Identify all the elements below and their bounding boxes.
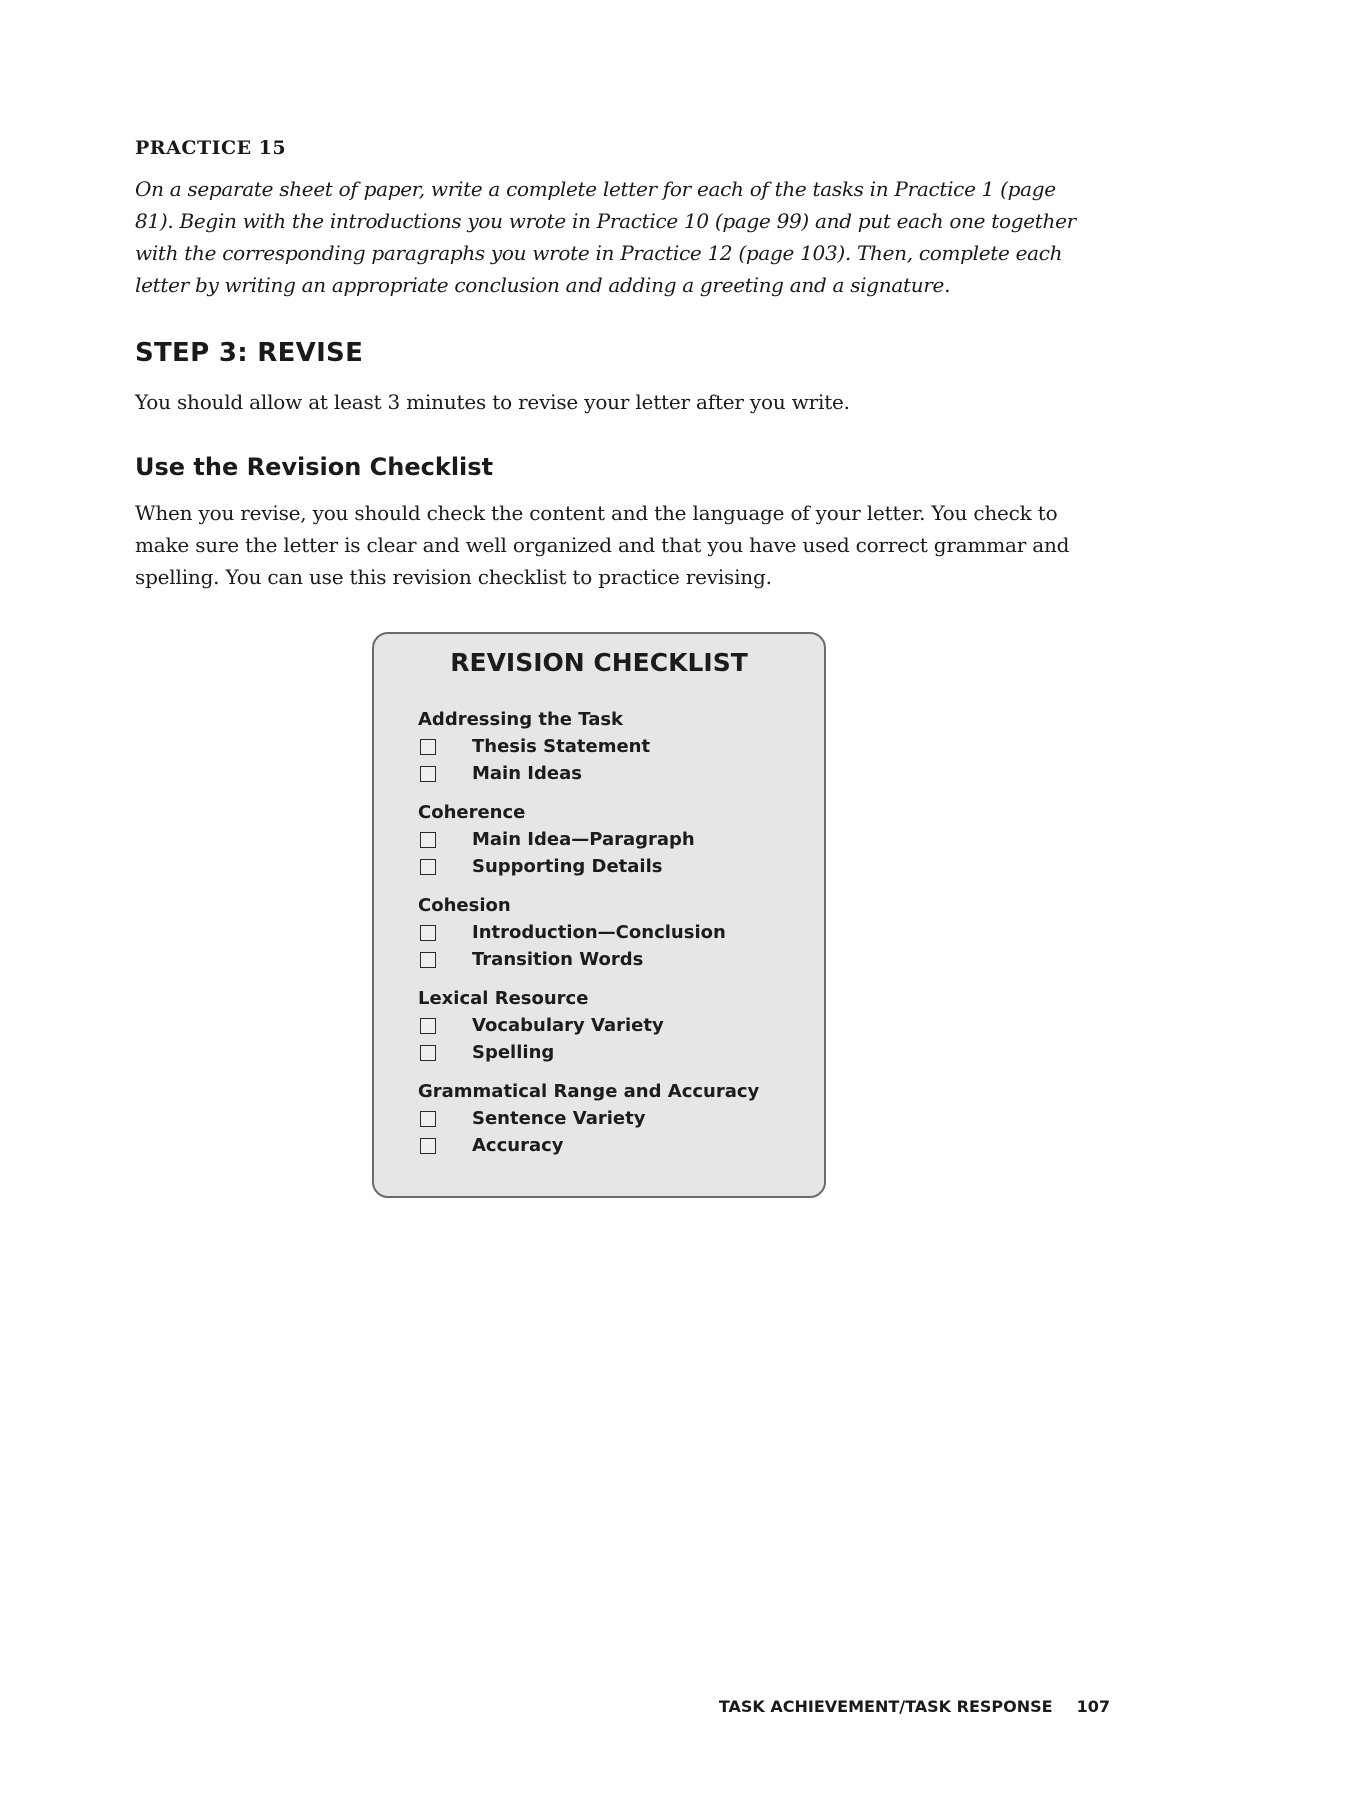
item-label: Transition Words — [472, 949, 644, 970]
checklist-sections — [418, 706, 818, 1171]
checklist-item — [418, 826, 818, 853]
checklist-section — [418, 892, 818, 973]
checklist-section — [418, 799, 818, 880]
section-heading: Coherence — [418, 802, 526, 823]
checklist-section — [418, 706, 818, 787]
checkbox-icon — [420, 1018, 436, 1034]
step-text: You should allow at least 3 minutes to revise your letter after you write. — [135, 390, 850, 414]
section-heading: Addressing the Task — [418, 709, 624, 730]
checklist-item — [418, 1039, 818, 1066]
item-label: Supporting Details — [472, 856, 663, 877]
item-label: Spelling — [472, 1042, 555, 1063]
checklist-item — [418, 1012, 818, 1039]
section-heading: Grammatical Range and Accuracy — [418, 1081, 760, 1102]
section-heading: Lexical Resource — [418, 988, 589, 1009]
page-number: 107 — [1076, 1697, 1110, 1716]
checklist-item — [418, 1132, 818, 1159]
item-label: Main Ideas — [472, 763, 582, 784]
item-label: Thesis Statement — [472, 736, 651, 757]
checklist-title: REVISION CHECKLIST — [450, 648, 748, 677]
checklist-section — [418, 985, 818, 1066]
practice-instructions: On a separate sheet of paper, write a complete letter for each of the tasks in Practice 1 (page 81). Begin with the introductions you wrote in Practice 10 (page 99) and put each one together with the corresponding paragraphs you wrote in Practice 12 (page 103). Then, complete each letter by writing an appropriate conclusion and adding a greeting and a signature. — [135, 177, 1076, 297]
checkbox-icon — [420, 952, 436, 968]
checkbox-icon — [420, 766, 436, 782]
checklist-item — [418, 760, 818, 787]
section-heading: Cohesion — [418, 895, 511, 916]
checklist-section — [418, 1078, 818, 1159]
checkbox-icon — [420, 739, 436, 755]
checklist-item — [418, 733, 818, 760]
checkbox-icon — [420, 1138, 436, 1154]
item-label: Main Idea—Paragraph — [472, 829, 695, 850]
revision-heading: Use the Revision Checklist — [135, 453, 494, 481]
checklist-item — [418, 919, 818, 946]
step-heading: STEP 3: REVISE — [135, 338, 364, 368]
item-label: Sentence Variety — [472, 1108, 646, 1129]
item-label: Accuracy — [472, 1135, 564, 1156]
running-head: TASK ACHIEVEMENT/TASK RESPONSE — [718, 1697, 1053, 1716]
revision-text: When you revise, you should check the content and the language of your letter. You check to make sure the letter is clear and well organized and that you have used correct grammar and spelling. You can use this revision checklist to practice revising. — [135, 501, 1070, 589]
revision-checklist-box — [372, 632, 826, 1198]
checkbox-icon — [420, 832, 436, 848]
item-label: Introduction—Conclusion — [472, 922, 726, 943]
checkbox-icon — [420, 1111, 436, 1127]
item-label: Vocabulary Variety — [472, 1015, 664, 1036]
checkbox-icon — [420, 1045, 436, 1061]
checkbox-icon — [420, 925, 436, 941]
checklist-item — [418, 946, 818, 973]
checkbox-icon — [420, 859, 436, 875]
checklist-item — [418, 1105, 818, 1132]
practice-label: PRACTICE 15 — [135, 137, 287, 159]
page-footer — [0, 1697, 1110, 1716]
checklist-item — [418, 853, 818, 880]
